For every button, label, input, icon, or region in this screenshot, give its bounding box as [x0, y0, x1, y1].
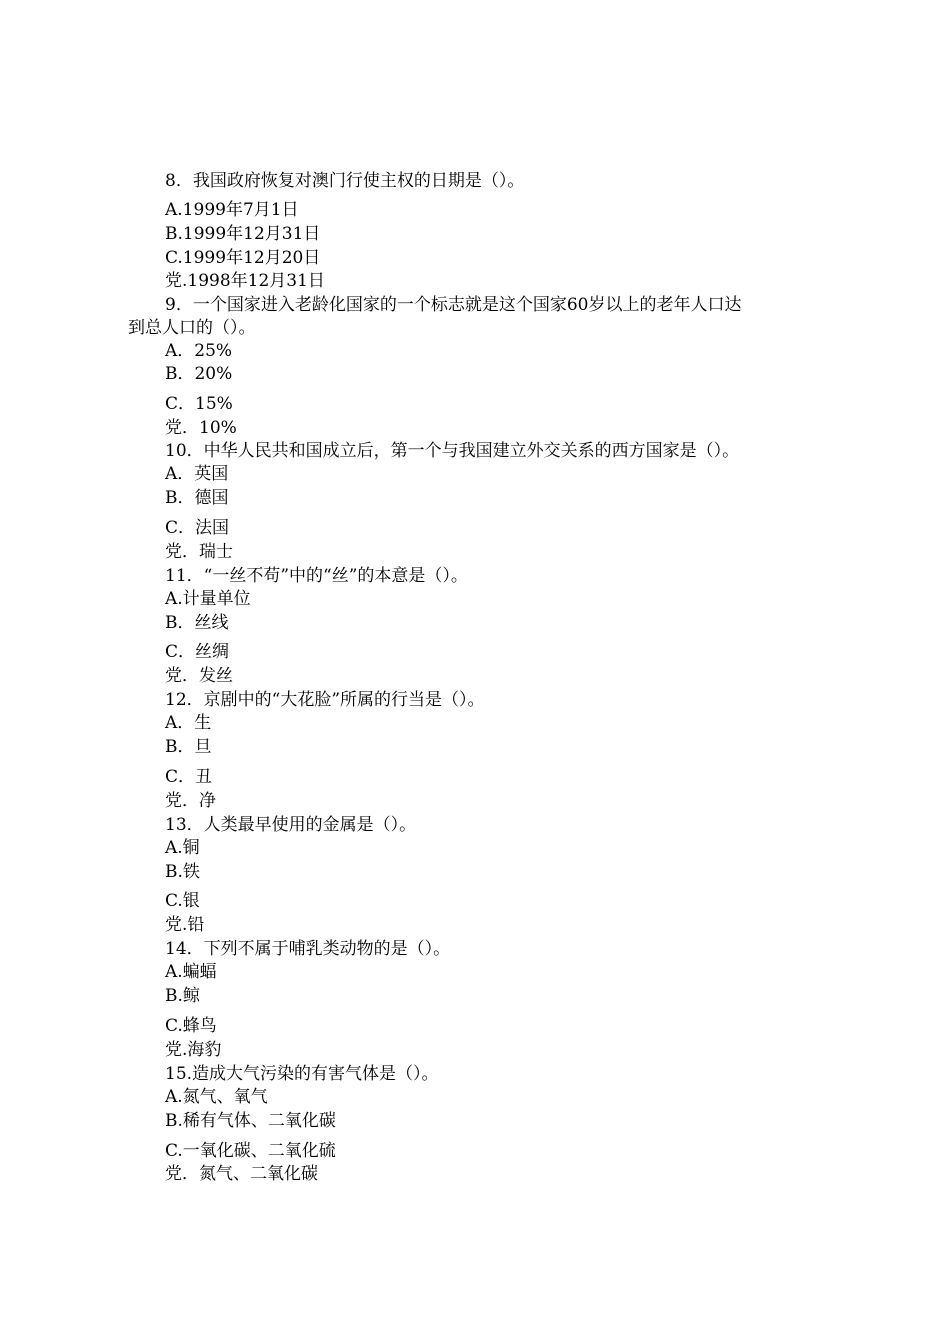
- question-12-option-c: C．丑: [165, 767, 213, 787]
- question-15-option-a: A.氮气、氧气: [165, 1087, 268, 1107]
- question-11-option-d: 党．发丝: [165, 666, 233, 686]
- question-14-option-b: B.鲸: [165, 986, 200, 1006]
- question-10-stem: 10．中华人民共和国成立后，第一个与我国建立外交关系的西方国家是（）。: [165, 441, 740, 461]
- question-9-option-c: C．15%: [165, 394, 233, 414]
- question-12-option-a: A．生: [165, 713, 212, 733]
- question-15-option-d: 党．氮气、二氧化碳: [165, 1164, 318, 1184]
- question-12-stem: 12．京剧中的“大花脸”所属的行当是（）。: [165, 690, 485, 710]
- question-15-option-b: B.稀有气体、二氧化碳: [165, 1111, 336, 1131]
- question-12-option-d: 党．净: [165, 791, 216, 811]
- question-13-stem: 13．人类最早使用的金属是（）。: [165, 815, 417, 835]
- question-9-option-d: 党．10%: [165, 418, 237, 438]
- question-13-option-c: C.银: [165, 891, 200, 911]
- question-11-option-a: A.计量单位: [165, 589, 251, 609]
- question-15-stem: 15.造成大气污染的有害气体是（）。: [165, 1064, 439, 1084]
- question-14-option-d: 党.海豹: [165, 1040, 222, 1060]
- question-13-option-d: 党.铅: [165, 915, 205, 935]
- question-11-stem: 11．“一丝不苟”中的“丝”的本意是（）。: [165, 566, 468, 586]
- question-10-option-a: A．英国: [165, 464, 229, 484]
- question-14-option-a: A.蝙蝠: [165, 962, 217, 982]
- question-9-stem-continued: 到总人口的（）。: [128, 318, 256, 338]
- question-13-option-b: B.铁: [165, 862, 200, 882]
- question-8-stem: 8．我国政府恢复对澳门行使主权的日期是（）。: [165, 171, 525, 191]
- question-10-option-c: C．法国: [165, 518, 230, 538]
- question-11-option-b: B．丝线: [165, 613, 229, 633]
- question-11-option-c: C．丝绸: [165, 642, 230, 662]
- question-9-option-a: A．25%: [165, 341, 233, 361]
- question-14-stem: 14．下列不属于哺乳类动物的是（）。: [165, 939, 451, 959]
- question-10-option-d: 党．瑞士: [165, 542, 233, 562]
- question-8-option-b: B.1999年12月31日: [165, 224, 321, 244]
- question-8-option-a: A.1999年7月1日: [165, 200, 299, 220]
- question-8-option-c: C.1999年12月20日: [165, 248, 321, 268]
- question-9-stem: 9．一个国家进入老龄化国家的一个标志就是这个国家60岁以上的老年人口达: [165, 295, 742, 315]
- question-14-option-c: C.蜂鸟: [165, 1016, 217, 1036]
- question-12-option-b: B．旦: [165, 737, 212, 757]
- question-8-option-d: 党.1998年12月31日: [165, 271, 325, 291]
- question-15-option-c: C.一氧化碳、二氧化硫: [165, 1141, 336, 1161]
- question-9-option-b: B．20%: [165, 364, 233, 384]
- question-10-option-b: B．德国: [165, 488, 229, 508]
- question-13-option-a: A.铜: [165, 838, 200, 858]
